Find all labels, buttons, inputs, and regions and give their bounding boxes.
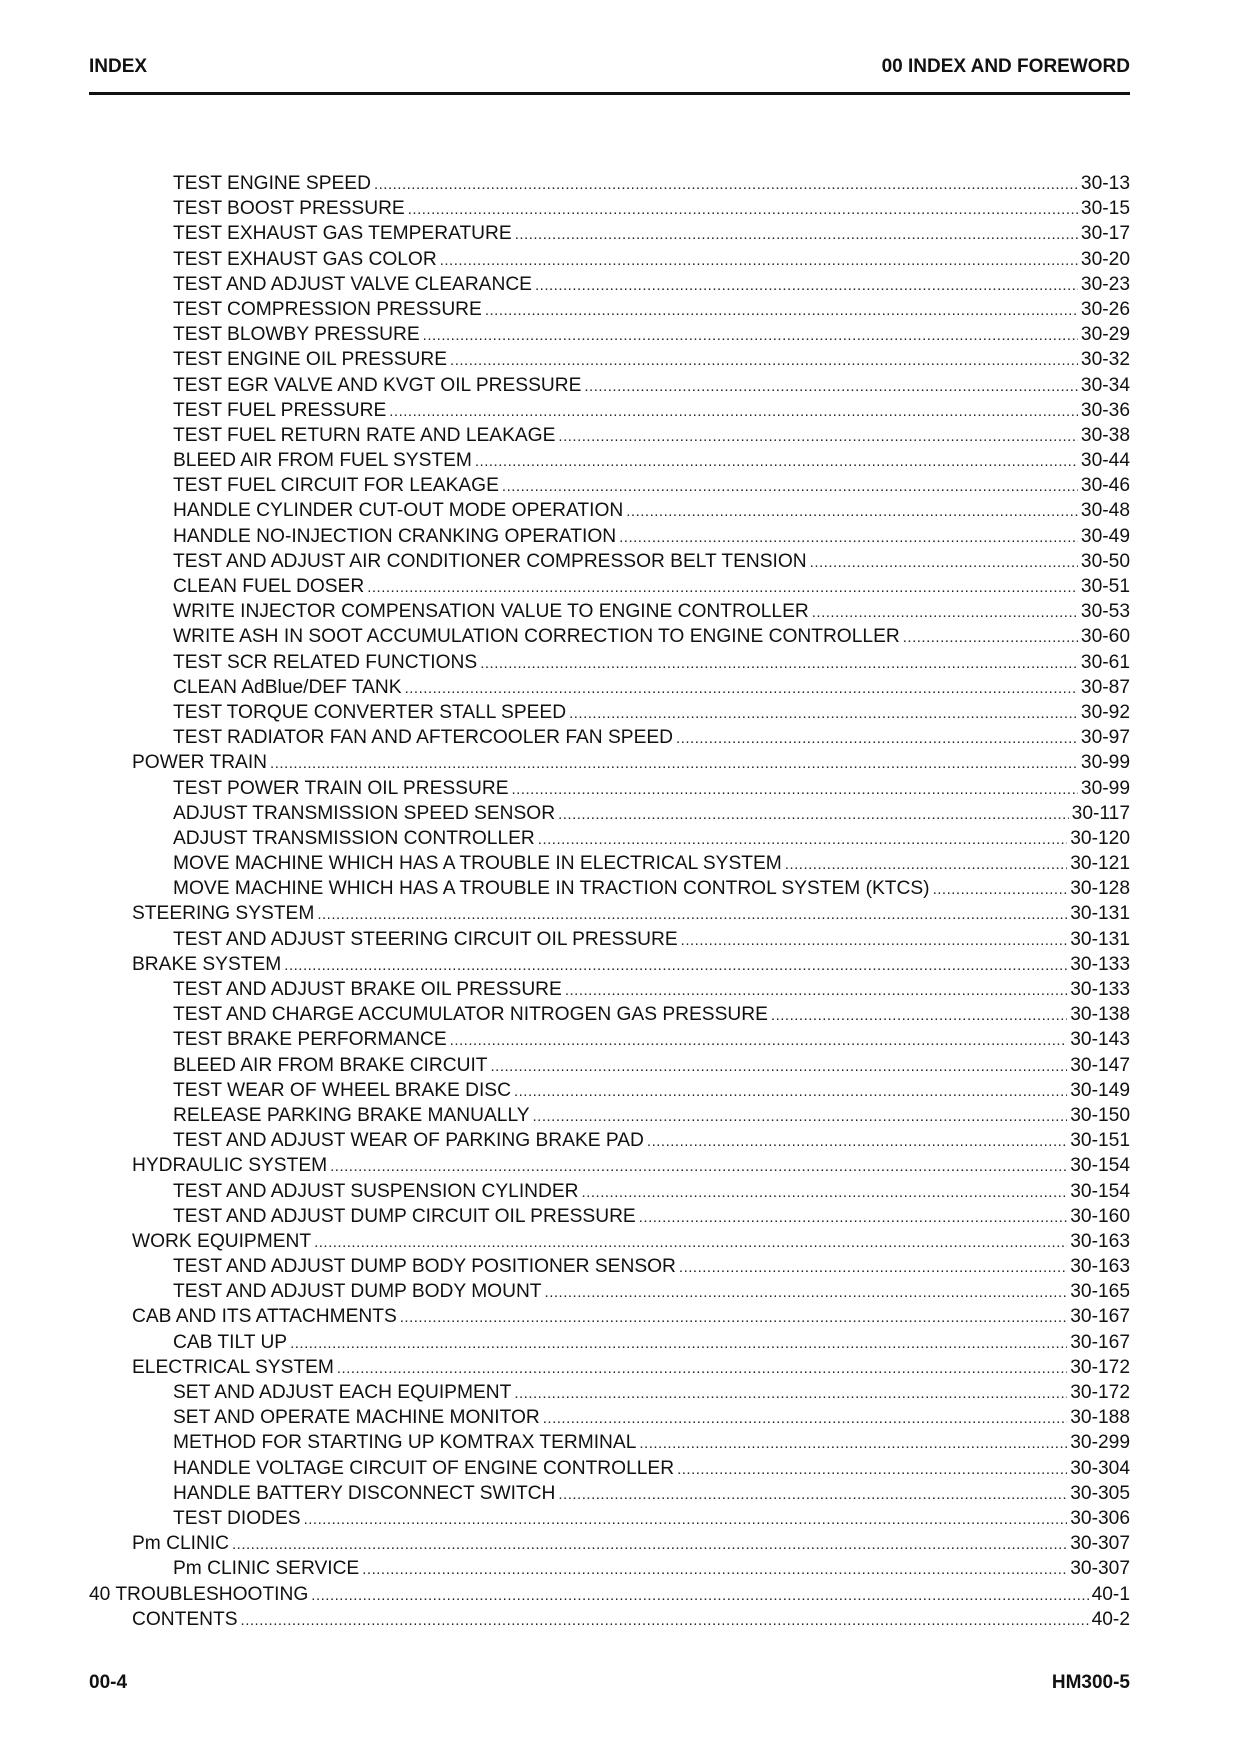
dot-leader [933, 877, 1068, 902]
dot-leader [408, 197, 1078, 222]
toc-entry-page: 30-20 [1080, 248, 1130, 270]
toc-entry[interactable] [89, 1380, 1130, 1405]
dot-leader [677, 1457, 1067, 1482]
page-number: 00-4 [89, 1672, 128, 1693]
toc-entry[interactable] [89, 247, 1130, 272]
toc-entry-page: 30-60 [1080, 626, 1130, 648]
dot-leader [558, 1482, 1067, 1507]
dot-leader [619, 525, 1078, 550]
toc-entry-page: 30-133 [1070, 979, 1130, 1000]
toc-entry[interactable] [89, 901, 1130, 926]
dot-leader [558, 802, 1069, 827]
toc-entry-page: 30-149 [1070, 1079, 1130, 1101]
dot-leader [475, 449, 1078, 474]
toc-entry-page: 30-131 [1070, 903, 1130, 925]
toc-entry-title: MOVE MACHINE WHICH HAS A TROUBLE IN ELECTRICAL SYSTEM [173, 853, 782, 875]
toc-entry-page: 30-32 [1080, 349, 1130, 371]
toc-entry[interactable] [89, 473, 1130, 498]
toc-entry-title: Pm CLINIC [132, 1533, 230, 1555]
toc-entry-title: TEST AND ADJUST AIR CONDITIONER COMPRESSOR BELT TENSION [173, 550, 807, 572]
toc-entry-title: TEST AND ADJUST STEERING CIRCUIT OIL PRESSURE [173, 928, 678, 950]
toc-entry-title: 40 TROUBLESHOOTING [89, 1583, 309, 1605]
toc-entry[interactable] [89, 196, 1130, 221]
dot-leader [647, 1129, 1067, 1154]
toc-entry-page: 30-128 [1070, 878, 1130, 900]
toc-entry[interactable] [89, 448, 1130, 473]
toc-entry-title: TEST AND ADJUST VALVE CLEARANCE [173, 273, 532, 295]
toc-entry[interactable] [89, 1153, 1130, 1178]
toc-entry[interactable] [89, 977, 1130, 1002]
toc-entry-page: 30-97 [1080, 727, 1130, 749]
toc-entry-page: 30-51 [1080, 576, 1130, 597]
toc-entry-page: 30-50 [1080, 550, 1130, 572]
toc-entry[interactable] [89, 1556, 1130, 1581]
dot-leader [337, 1356, 1067, 1381]
toc-entry-page: 30-61 [1080, 651, 1130, 673]
toc-entry-title: ELECTRICAL SYSTEM [132, 1356, 334, 1378]
toc-entry[interactable] [89, 700, 1130, 725]
dot-leader [241, 1608, 1089, 1633]
dot-leader [480, 651, 1078, 676]
toc-entry-title: TEST ENGINE SPEED [173, 173, 371, 194]
toc-entry-title: CLEAN AdBlue/DEF TANK [173, 676, 402, 698]
toc-entry-page: 30-167 [1070, 1331, 1130, 1353]
dot-leader [270, 751, 1078, 776]
toc-entry[interactable] [89, 776, 1130, 801]
toc-entry-title: TEST RADIATOR FAN AND AFTERCOOLER FAN SPEED [173, 727, 674, 749]
toc-entry-title: TEST AND CHARGE ACCUMULATOR NITROGEN GAS PRESSURE [173, 1004, 768, 1026]
toc-entry-page: 30-29 [1080, 324, 1130, 346]
dot-leader [679, 1255, 1067, 1280]
toc-entry-title: TEST AND ADJUST DUMP CIRCUIT OIL PRESSURE [173, 1205, 636, 1227]
toc-entry-title: TEST FUEL RETURN RATE AND LEAKAGE [173, 424, 556, 446]
toc-entry[interactable] [89, 1582, 1130, 1607]
dot-leader [538, 827, 1067, 852]
toc-entry-page: 30-143 [1070, 1029, 1130, 1051]
toc-entry[interactable] [89, 876, 1130, 901]
toc-entry-title: TEST BLOWBY PRESSURE [173, 324, 420, 346]
toc-entry-page: 30-307 [1070, 1533, 1130, 1555]
toc-entry[interactable] [89, 347, 1130, 372]
toc-entry[interactable] [89, 1229, 1130, 1254]
dot-leader [232, 1532, 1067, 1557]
toc-entry[interactable] [89, 952, 1130, 977]
toc-entry[interactable] [89, 624, 1130, 649]
toc-entry[interactable] [89, 1279, 1130, 1304]
toc-entry-title: POWER TRAIN [132, 752, 268, 774]
page-header [89, 56, 1130, 95]
dot-leader [533, 1104, 1068, 1129]
dot-leader [314, 1230, 1067, 1255]
toc-entry-title: TEST ENGINE OIL PRESSURE [173, 349, 448, 371]
toc-entry-page: 30-163 [1070, 1256, 1130, 1278]
toc-entry[interactable] [89, 750, 1130, 775]
toc-entry-page: 30-26 [1080, 298, 1130, 320]
toc-entry-title: TEST AND ADJUST DUMP BODY POSITIONER SENSOR [173, 1256, 676, 1278]
toc-entry[interactable] [89, 1078, 1130, 1103]
toc-entry-title: BRAKE SYSTEM [132, 953, 282, 975]
toc-entry[interactable] [89, 549, 1130, 574]
dot-leader [423, 323, 1078, 348]
toc-entry-page: 30-304 [1070, 1457, 1130, 1479]
toc-entry-title: TEST SCR RELATED FUNCTIONS [173, 651, 478, 673]
toc-entry-title: TEST EGR VALVE AND KVGT OIL PRESSURE [173, 374, 582, 396]
toc-entry-title: CAB AND ITS ATTACHMENTS [132, 1306, 397, 1328]
toc-entry-title: TEST EXHAUST GAS TEMPERATURE [173, 223, 512, 245]
toc-entry-title: RELEASE PARKING BRAKE MANUALLY [173, 1104, 530, 1126]
toc-entry-page: 30-154 [1070, 1180, 1130, 1202]
toc-entry-title: METHOD FOR STARTING UP KOMTRAX TERMINAL [173, 1432, 637, 1454]
toc-entry[interactable] [89, 1355, 1130, 1380]
toc-entry-page: 30-92 [1080, 701, 1130, 723]
toc-entry-page: 30-172 [1070, 1356, 1130, 1378]
toc-entry[interactable] [89, 1506, 1130, 1531]
toc-entry[interactable] [89, 725, 1130, 750]
toc-entry-title: TEST TORQUE CONVERTER STALL SPEED [173, 701, 567, 723]
toc-entry[interactable] [89, 675, 1130, 700]
toc-entry-page: 40-2 [1091, 1608, 1130, 1630]
toc-entry-page: 30-138 [1070, 1004, 1130, 1026]
toc-entry-page: 30-99 [1080, 777, 1130, 799]
toc-entry-title: CONTENTS [132, 1608, 238, 1630]
dot-leader [304, 1507, 1068, 1532]
dot-leader [771, 1003, 1067, 1028]
toc-entry[interactable] [89, 574, 1130, 599]
toc-entry[interactable] [89, 1179, 1130, 1204]
toc-entry-page: 30-172 [1070, 1382, 1130, 1403]
toc-entry[interactable] [89, 1330, 1130, 1355]
toc-entry-page: 30-117 [1071, 802, 1130, 824]
toc-entry[interactable] [89, 599, 1130, 624]
dot-leader [450, 348, 1078, 373]
toc-entry-page: 30-147 [1070, 1054, 1130, 1076]
toc-entry-title: TEST AND ADJUST DUMP BODY MOUNT [173, 1281, 542, 1303]
toc-entry-page: 30-87 [1080, 676, 1130, 698]
dot-leader [330, 1154, 1067, 1179]
toc-entry-title: SET AND OPERATE MACHINE MONITOR [173, 1407, 540, 1429]
dot-leader [558, 424, 1078, 449]
toc-entry[interactable] [89, 650, 1130, 675]
toc-entry[interactable] [89, 1053, 1130, 1078]
dot-leader [545, 1280, 1068, 1305]
toc-entry[interactable] [89, 373, 1130, 398]
dot-leader [535, 273, 1078, 298]
dot-leader [284, 953, 1067, 978]
dot-leader [374, 172, 1078, 197]
toc-entry[interactable] [89, 1531, 1130, 1556]
toc-entry[interactable] [89, 851, 1130, 876]
toc-entry[interactable] [89, 1456, 1130, 1481]
toc-entry-page: 30-23 [1080, 273, 1130, 295]
dot-leader [785, 852, 1067, 877]
header-chapter-title: 00 INDEX AND FOREWORD [881, 56, 1130, 77]
toc-entry[interactable] [89, 297, 1130, 322]
toc-entry-page: 30-307 [1070, 1558, 1130, 1580]
toc-entry[interactable] [89, 1254, 1130, 1279]
dot-leader [565, 978, 1067, 1003]
dot-leader [450, 1028, 1068, 1053]
toc-entry-page: 30-17 [1080, 223, 1130, 245]
dot-leader [389, 399, 1078, 424]
toc-entry-page: 30-44 [1080, 450, 1130, 472]
toc-entry-page: 30-121 [1070, 853, 1130, 875]
toc-entry-title: TEST AND ADJUST SUSPENSION CYLINDER [173, 1180, 579, 1202]
toc-entry-title: TEST FUEL CIRCUIT FOR LEAKAGE [173, 475, 499, 497]
toc-entry-title: WORK EQUIPMENT [132, 1230, 312, 1252]
toc-entry-page: 30-167 [1070, 1306, 1130, 1328]
toc-entry-page: 30-188 [1070, 1407, 1130, 1429]
toc-entry-title: Pm CLINIC SERVICE [173, 1558, 360, 1580]
toc-entry-title: TEST BRAKE PERFORMANCE [173, 1029, 447, 1051]
toc-entry-page: 30-160 [1070, 1205, 1130, 1227]
toc-entry-title: TEST EXHAUST GAS COLOR [173, 248, 437, 270]
toc-entry[interactable] [89, 524, 1130, 549]
toc-entry[interactable] [89, 272, 1130, 297]
dot-leader [514, 1381, 1067, 1406]
toc-entry-page: 30-165 [1070, 1281, 1130, 1303]
toc-entry-title: TEST FUEL PRESSURE [173, 399, 387, 421]
toc-entry-title: STEERING SYSTEM [132, 903, 315, 925]
header-section-label: INDEX [89, 56, 148, 77]
toc-entry[interactable] [89, 221, 1130, 246]
toc-entry[interactable] [89, 927, 1130, 952]
dot-leader [485, 298, 1078, 323]
toc-entry[interactable] [89, 801, 1130, 826]
toc-entry-title: TEST AND ADJUST WEAR OF PARKING BRAKE PAD [173, 1130, 644, 1152]
dot-leader [502, 474, 1078, 499]
toc-entry[interactable] [89, 322, 1130, 347]
dot-leader [543, 1406, 1068, 1431]
toc-entry-title: HANDLE VOLTAGE CIRCUIT OF ENGINE CONTROLLER [173, 1457, 675, 1479]
toc-entry[interactable] [89, 1304, 1130, 1329]
toc-entry-page: 30-99 [1080, 752, 1130, 774]
toc-entry-title: HANDLE CYLINDER CUT-OUT MODE OPERATION [173, 500, 624, 522]
dot-leader [367, 575, 1078, 600]
toc-entry-page: 30-46 [1080, 475, 1130, 497]
toc-entry[interactable] [89, 826, 1130, 851]
toc-entry-title: BLEED AIR FROM FUEL SYSTEM [173, 450, 472, 472]
dot-leader [400, 1305, 1068, 1330]
toc-entry-page: 30-131 [1070, 928, 1130, 950]
toc-entry-title: WRITE ASH IN SOOT ACCUMULATION CORRECTION TO ENGINE CONTROLLER [173, 626, 900, 648]
toc-entry-title: HANDLE BATTERY DISCONNECT SWITCH [173, 1482, 556, 1504]
toc-entry[interactable] [89, 1002, 1130, 1027]
dot-leader [584, 374, 1078, 399]
toc-entry[interactable] [89, 1481, 1130, 1506]
toc-entry-page: 30-48 [1080, 500, 1130, 522]
toc-entry[interactable] [89, 1204, 1130, 1229]
toc-entry-page: 30-34 [1080, 374, 1130, 396]
toc-entry-title: MOVE MACHINE WHICH HAS A TROUBLE IN TRACTION CONTROL SYSTEM (KTCS) [173, 878, 930, 900]
toc-entry-page: 30-299 [1070, 1432, 1130, 1454]
toc-entry[interactable] [89, 1607, 1130, 1632]
dot-leader [639, 1205, 1068, 1230]
dot-leader [515, 222, 1078, 247]
toc-entry-page: 30-38 [1080, 424, 1130, 446]
toc-entry-page: 30-53 [1080, 601, 1130, 623]
dot-leader [639, 1431, 1067, 1456]
toc-entry-page: 30-15 [1080, 198, 1130, 220]
toc-entry[interactable] [89, 498, 1130, 523]
dot-leader [676, 726, 1078, 751]
toc-entry-page: 30-49 [1080, 525, 1130, 547]
dot-leader [290, 1331, 1067, 1356]
toc-entry-page: 30-133 [1070, 953, 1130, 975]
toc-entry-title: BLEED AIR FROM BRAKE CIRCUIT [173, 1054, 488, 1076]
toc-entry-page: 30-305 [1070, 1482, 1130, 1504]
dot-leader [512, 777, 1078, 802]
dot-leader [810, 550, 1078, 575]
toc-entry-page: 30-151 [1070, 1130, 1130, 1152]
toc-entry-title: HYDRAULIC SYSTEM [132, 1155, 328, 1177]
dot-leader [362, 1557, 1067, 1582]
model-code: HM300-5 [1051, 1672, 1130, 1693]
dot-leader [812, 600, 1078, 625]
toc-entry-title: CLEAN FUEL DOSER [173, 576, 365, 597]
page-footer [89, 1672, 1130, 1700]
toc-entry[interactable] [89, 423, 1130, 448]
dot-leader [903, 625, 1078, 650]
toc-entry[interactable] [89, 1027, 1130, 1052]
toc-entry-page: 40-1 [1091, 1583, 1130, 1605]
dot-leader [569, 701, 1078, 726]
toc-entry-title: TEST COMPRESSION PRESSURE [173, 298, 482, 320]
toc-entry-page: 30-154 [1070, 1155, 1130, 1177]
toc-entry[interactable] [89, 1430, 1130, 1455]
toc-entry-title: TEST AND ADJUST BRAKE OIL PRESSURE [173, 979, 562, 1000]
toc-entry[interactable] [89, 1405, 1130, 1430]
toc-entry-page: 30-120 [1070, 827, 1130, 849]
toc-entry-title: TEST POWER TRAIN OIL PRESSURE [173, 777, 509, 799]
toc-entry-title: WRITE INJECTOR COMPENSATION VALUE TO ENGINE CONTROLLER [173, 601, 809, 623]
toc-entry-page: 30-13 [1080, 173, 1130, 194]
toc-entry[interactable] [89, 398, 1130, 423]
toc-entry-title: HANDLE NO-INJECTION CRANKING OPERATION [173, 525, 617, 547]
toc-entry-title: ADJUST TRANSMISSION SPEED SENSOR [173, 802, 556, 824]
dot-leader [317, 902, 1067, 927]
dot-leader [681, 928, 1068, 953]
table-of-contents [89, 171, 1130, 1632]
toc-entry-title: CAB TILT UP [173, 1331, 288, 1353]
toc-entry-page: 30-36 [1080, 399, 1130, 421]
dot-leader [514, 1079, 1067, 1104]
dot-leader [440, 248, 1078, 273]
toc-entry-title: TEST BOOST PRESSURE [173, 198, 405, 220]
toc-entry[interactable] [89, 1128, 1130, 1153]
toc-entry-page: 30-150 [1070, 1104, 1130, 1126]
toc-entry-page: 30-163 [1070, 1230, 1130, 1252]
toc-entry[interactable] [89, 171, 1130, 196]
dot-leader [626, 499, 1078, 524]
dot-leader [491, 1054, 1068, 1079]
toc-entry-title: TEST WEAR OF WHEEL BRAKE DISC [173, 1079, 511, 1101]
toc-entry-page: 30-306 [1070, 1507, 1130, 1529]
toc-entry-title: ADJUST TRANSMISSION CONTROLLER [173, 827, 535, 849]
toc-entry-title: TEST DIODES [173, 1507, 301, 1529]
dot-leader [582, 1180, 1068, 1205]
dot-leader [311, 1583, 1088, 1608]
dot-leader [405, 676, 1078, 701]
toc-entry-title: SET AND ADJUST EACH EQUIPMENT [173, 1382, 512, 1403]
toc-entry[interactable] [89, 1103, 1130, 1128]
